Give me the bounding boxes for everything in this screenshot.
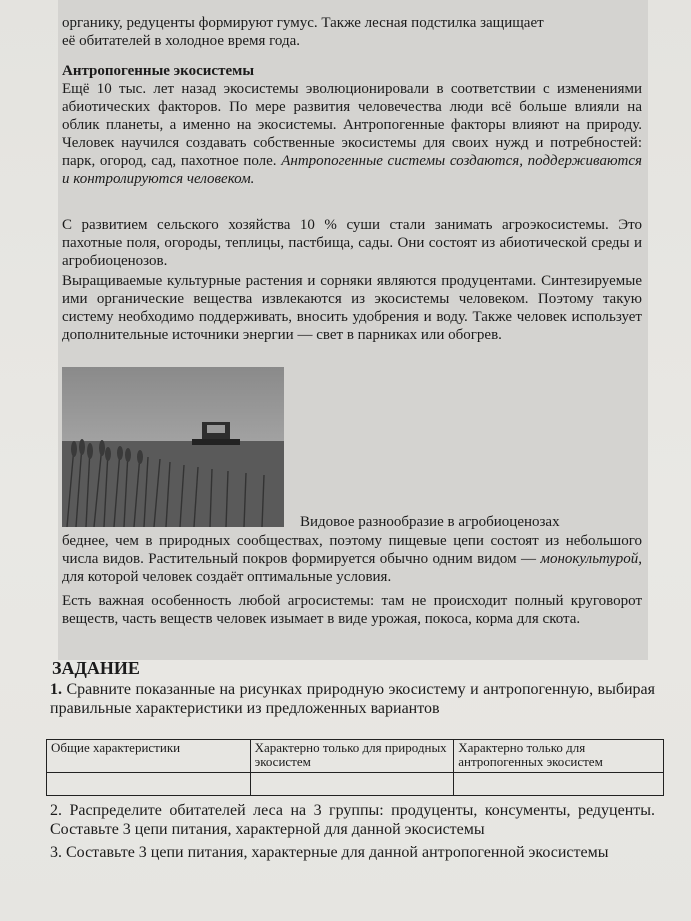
comparison-table <box>46 739 664 796</box>
table-header-general: Общие характеристики <box>47 740 251 773</box>
paragraph-1-italic: Антропогенные системы создаются, поддерживаются и контролируются человеком. <box>62 153 642 187</box>
paragraph-2: С развитием сельского хозяйства 10 % суши стали занимать агроэкосистемы. Это пахотные поля, огороды, теплицы, пастбища, сады. Они состоят из абиотической среды и агробиоценозов. <box>62 217 642 269</box>
table-header-row <box>47 740 664 773</box>
paragraph-3: Выращиваемые культурные растения и сорняки являются продуцентами. Синтезируемые ими органические вещества извлекаются из экосистемы человеком. Поэтому такую систему необходимо поддерживать, вносить удобрения и воду. Также человек использует дополнительные источники энергии — свет в парниках или обогрев. <box>62 273 642 343</box>
table-row <box>47 773 664 796</box>
task-item-1-number: 1. <box>50 681 62 698</box>
paragraph-4-start <box>300 513 642 531</box>
task-item-1-text: Сравните показанные на рисунках природную экосистему и антропогенную, выбирая правильные характеристики из предложенных вариантов <box>50 681 655 717</box>
paragraph-4-start-text: Видовое разнообразие в агробиоценозах <box>300 514 560 530</box>
paragraph-4-text-b: , для которой человек создаёт оптимальные условия. <box>62 551 642 585</box>
task-item-1 <box>50 680 655 718</box>
harvester-photo <box>62 367 284 527</box>
table-cell-anthropogenic[interactable] <box>454 773 664 796</box>
section-title: Антропогенные экосистемы <box>62 63 255 79</box>
table-header-anthropogenic: Характерно только для антропогенных экосистем <box>454 740 664 773</box>
paragraph-5: Есть важная особенность любой агросистемы: там не происходит полный круговорот веществ, часть веществ человек изымает в виде урожая, покоса, корма для скота. <box>62 593 642 627</box>
harvester-image <box>62 367 284 527</box>
task-item-3: 3. Составьте 3 цепи питания, характерные для данной антропогенной экосистемы <box>50 844 609 861</box>
intro-text <box>62 14 642 50</box>
task-title: ЗАДАНИЕ <box>52 658 140 678</box>
paragraph-4-italic: монокультурой <box>540 551 639 567</box>
paragraph-1 <box>62 80 642 188</box>
table-cell-general[interactable] <box>47 773 251 796</box>
task-item-2: 2. Распределите обитателей леса на 3 группы: продуценты, консументы, редуценты. Составьте 3 цепи питания, характерной для данной экосистемы <box>50 802 655 838</box>
table-cell-natural[interactable] <box>250 773 454 796</box>
paragraph-4 <box>62 532 642 586</box>
paragraph-4-text-a: беднее, чем в природных сообществах, поэтому пищевые цепи состоят из небольшого числа видов. Растительный покров формируется обычно одним видом — <box>62 533 642 567</box>
table-header-natural: Характерно только для природных экосистем <box>250 740 454 773</box>
intro-line-2: её обитателей в холодное время года. <box>62 33 301 49</box>
paragraph-1-text: Ещё 10 тыс. лет назад экосистемы эволюционировали в соответствии с изменениями абиотических факторов. По мере развития человечества люди всё больше влияли на облик планеты, а именно на экосистемы. Антропогенные факторы влияют на природу. Человек научился создавать собственные экосистемы для своих нужд и потребностей: парк, огород, сад, пахотное поле. <box>62 81 642 169</box>
intro-line-1: органику, редуценты формируют гумус. Также лесная подстилка защищает <box>62 15 544 31</box>
